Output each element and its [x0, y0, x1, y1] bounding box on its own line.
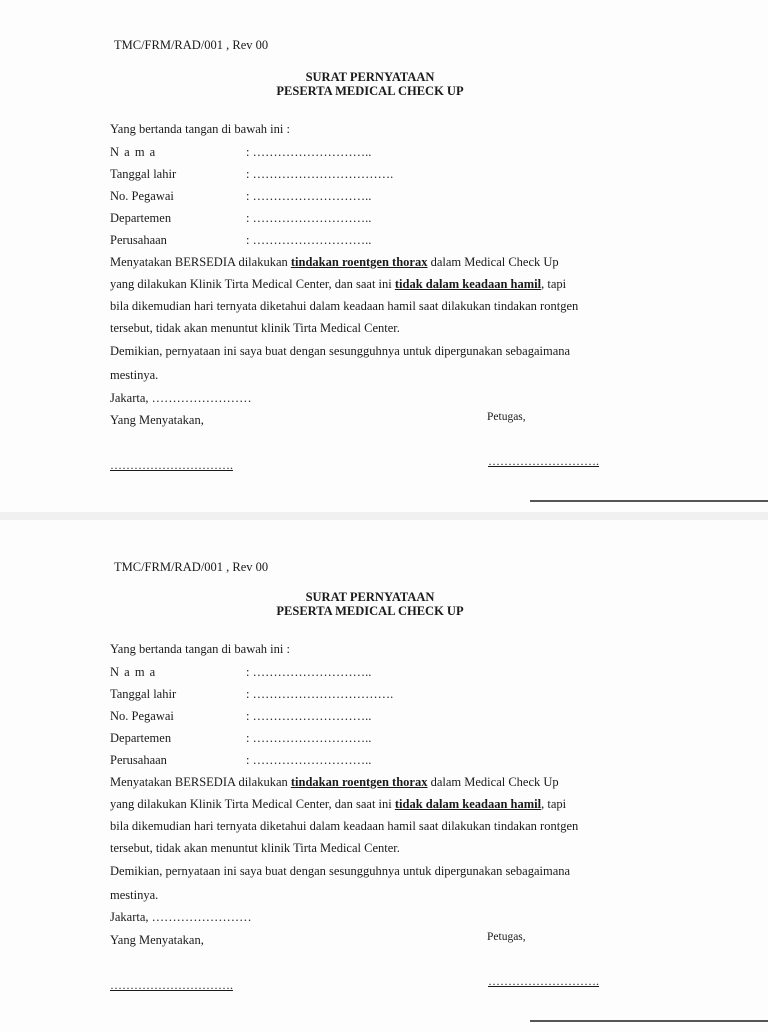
field-value-tanggal-lahir: : …………………………….: [246, 687, 394, 701]
field-value-tanggal-lahir: : …………………………….: [246, 167, 394, 181]
closing-line-2: mestinya.: [110, 888, 159, 902]
statement-line-3: bila dikemudian hari ternyata diketahui dalam keadaan hamil saat dilakukan tindakan rontgen: [110, 299, 579, 313]
field-label-departemen: Departemen: [110, 731, 172, 745]
statement-line-2: yang dilakukan Klinik Tirta Medical Center, dan saat ini tidak dalam keadaan hamil, tapi: [110, 797, 567, 811]
signer-signature-line: ………………………….: [110, 458, 233, 472]
signer-signature-line: ………………………….: [110, 978, 233, 992]
statement-line-2: yang dilakukan Klinik Tirta Medical Center, dan saat ini tidak dalam keadaan hamil, tapi: [110, 277, 567, 291]
place-date: Jakarta, ……………………: [110, 910, 252, 924]
field-value-perusahaan: : ………………………..: [246, 233, 372, 247]
field-value-no-pegawai: : ………………………..: [246, 189, 372, 203]
form-copy-top: [0, 0, 768, 512]
field-label-tanggal-lahir: Tanggal lahir: [110, 167, 177, 181]
underline-hamil: tidak dalam keadaan hamil: [394, 277, 542, 291]
statement-line-3: bila dikemudian hari ternyata diketahui dalam keadaan hamil saat dilakukan tindakan rontgen: [110, 819, 579, 833]
form-copy-bottom: [0, 520, 768, 1032]
field-label-nama: N a m a: [110, 145, 157, 159]
intro-text: Yang bertanda tangan di bawah ini :: [110, 122, 290, 136]
closing-line-1: Demikian, pernyataan ini saya buat dengan sesungguhnya untuk dipergunakan sebagaimana: [110, 344, 571, 358]
field-value-departemen: : ………………………..: [246, 731, 372, 745]
field-value-departemen: : ………………………..: [246, 211, 372, 225]
field-label-departemen: Departemen: [110, 211, 172, 225]
intro-text: Yang bertanda tangan di bawah ini :: [110, 642, 290, 656]
officer-signature-line: ……………………….: [488, 974, 599, 988]
page-edge-shadow: [530, 1020, 768, 1022]
underline-roentgen: tindakan roentgen thorax: [290, 775, 428, 789]
closing-line-1: Demikian, pernyataan ini saya buat dengan sesungguhnya untuk dipergunakan sebagaimana: [110, 864, 571, 878]
field-value-perusahaan: : ………………………..: [246, 753, 372, 767]
field-label-nama: N a m a: [110, 665, 157, 679]
signer-label: Yang Menyatakan,: [110, 413, 204, 427]
field-label-tanggal-lahir: Tanggal lahir: [110, 687, 177, 701]
officer-signature-line: ……………………….: [488, 454, 599, 468]
statement-line-4: tersebut, tidak akan menuntut klinik Tirta Medical Center.: [110, 841, 400, 855]
closing-line-2: mestinya.: [110, 368, 159, 382]
form-title-line2: PESERTA MEDICAL CHECK UP: [276, 84, 464, 98]
underline-roentgen: tindakan roentgen thorax: [290, 255, 428, 269]
statement-line-1: Menyatakan BERSEDIA dilakukan tindakan roentgen thorax dalam Medical Check Up: [110, 255, 559, 269]
form-code: TMC/FRM/RAD/001 , Rev 00: [114, 38, 269, 52]
officer-label: Petugas,: [487, 931, 526, 943]
field-label-perusahaan: Perusahaan: [110, 233, 167, 247]
page-edge-shadow: [530, 500, 768, 502]
form-code: TMC/FRM/RAD/001 , Rev 00: [114, 560, 269, 574]
statement-line-1: Menyatakan BERSEDIA dilakukan tindakan roentgen thorax dalam Medical Check Up: [110, 775, 559, 789]
statement-line-4: tersebut, tidak akan menuntut klinik Tirta Medical Center.: [110, 321, 400, 335]
form-title-line2: PESERTA MEDICAL CHECK UP: [276, 604, 464, 618]
field-value-nama: : ………………………..: [246, 145, 372, 159]
place-date: Jakarta, ……………………: [110, 391, 252, 405]
field-label-no-pegawai: No. Pegawai: [110, 709, 174, 723]
sheet-divider: [0, 512, 768, 520]
field-label-perusahaan: Perusahaan: [110, 753, 167, 767]
officer-label: Petugas,: [487, 411, 526, 423]
form-title-line1: SURAT PERNYATAAN: [305, 70, 435, 84]
field-label-no-pegawai: No. Pegawai: [110, 189, 174, 203]
form-title-line1: SURAT PERNYATAAN: [305, 590, 435, 604]
field-value-nama: : ………………………..: [246, 665, 372, 679]
underline-hamil: tidak dalam keadaan hamil: [394, 797, 542, 811]
signer-label: Yang Menyatakan,: [110, 933, 204, 947]
field-value-no-pegawai: : ………………………..: [246, 709, 372, 723]
